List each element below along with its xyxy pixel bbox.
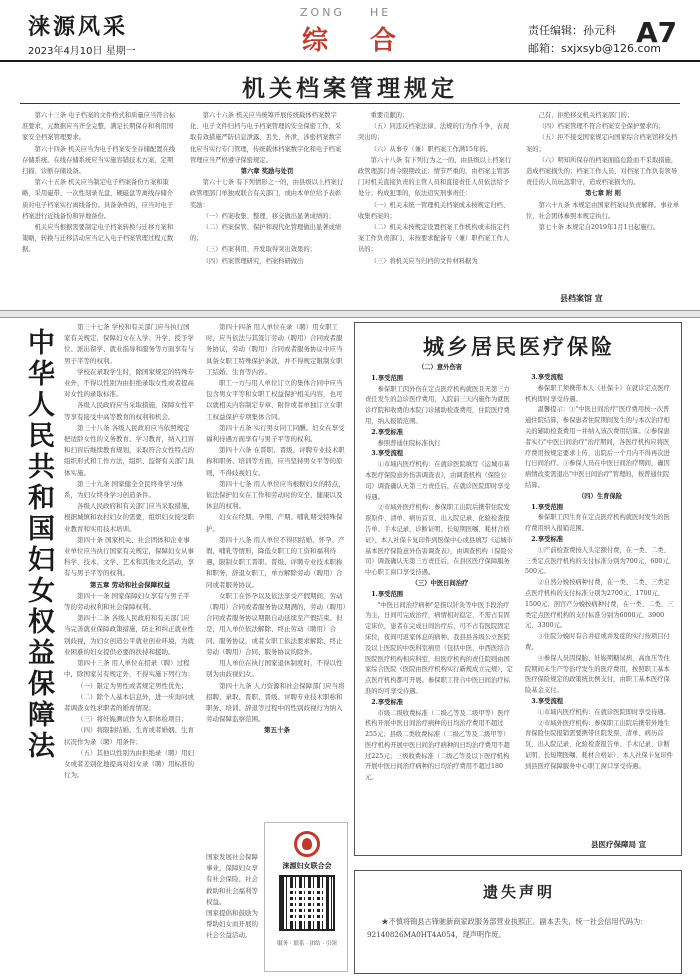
chapter-heading: 第五章 劳动和社会保障权益 — [89, 580, 171, 589]
paragraph: （一）限定为男性或者规定男性优先； — [77, 681, 188, 690]
subsection-heading: 2.享受标准 — [371, 698, 404, 706]
paragraph: 国家提倡和鼓励为帮助妇女而开展的社会公益活动。 — [206, 909, 258, 940]
paragraph: 第四十五条 实行男女同工同酬。妇女在享受福利待遇方面享有与男子平等的权利。 — [206, 423, 345, 444]
section-title-right: 合 — [370, 26, 397, 56]
lost-notice — [354, 870, 682, 974]
paragraph: 第六十四条 机关应当为电子档案安全存储配置在线存储系统。在线存储系统应当实施容错技术方案，定期扫描、诊断存储设备。 — [22, 145, 176, 176]
paragraph: （六）明知所保存的档案面临危险而不采取措施，造成档案损失的；档案工作人员、对档案工作负有领导责任的人员玩忽职守，造成档案损失的。 — [526, 156, 678, 187]
paragraph: 第四十八条 用人单位不得因结婚、怀孕、产假、哺乳等情形，降低女职工的工资和福利待遇，限制女职工晋职、晋级、评聘专业技术职称和职务，辞退女职工，单方解除劳动（聘用）合同或者服务协议。 — [206, 535, 345, 589]
paragraph: ①市域内医疗机构：在就诊医院即时享受待遇。 — [537, 708, 670, 716]
section-pinyin-left: ZONG — [300, 6, 345, 19]
medical-column-2 — [525, 373, 675, 851]
paragraph: 第六十九条 本规定由国家档案局负责解释。事业单位、社会团体参照本规定执行。 — [526, 201, 680, 220]
paragraph: 第六十八条 有下列行为之一的，由县级以上档案行政管理部门责令限期改正；情节严重的，由档案主管部门对机关直接负责的主管人员和直接责任人员依法给予处分；构成犯罪的，依法追究刑事责任： — [358, 156, 512, 198]
paragraph: （三）档案利用、开发取得突出效果的； — [202, 246, 316, 254]
paragraph: 第四十二条 各级人民政府和有关部门应当完善就业保障政策措施，防止和纠正就业性别歧视，为妇女创造公平就业创业环境，为就业困难的妇女提供必要的扶持和援助。 — [64, 614, 194, 656]
paragraph: 第四十三条 用人单位在招录（聘）过程中，除国家另有规定外，不得实施下列行为： — [64, 659, 194, 679]
paragraph: （一）机关未统一管理机关档案或未按规定归档、收集档案的； — [358, 201, 510, 220]
section-separator — [0, 310, 700, 318]
section-heading: （三）中医日间治疗 — [411, 579, 469, 587]
title-divider — [20, 103, 680, 104]
paragraph: 第三十七条 学校和有关部门应当执行国家有关规定，保障妇女在入学、升学、授予学位、派出留学、就业指导和服务等方面享有与男子平等的权利。 — [64, 323, 194, 365]
paragraph: （二）除个人基本信息外，进一步询问或者调查女性求职者的婚育情况； — [64, 692, 194, 712]
editor-name: 责任编辑：孙元科 — [528, 24, 616, 37]
archive-article-title: 机关档案管理规定 — [242, 75, 458, 102]
paragraph: 第七十条 本规定自2019年1月1日起施行。 — [538, 224, 660, 232]
medical-byline: 县医疗保障局 宣 — [591, 840, 647, 849]
paragraph: 第四十六条 在晋职、晋级、评聘专业技术职称和职务、培训等方面，应当坚持男女平等的原则，不得歧视妇女。 — [206, 446, 345, 477]
qr-code-card — [264, 822, 348, 972]
paper-name: 涞源风采 — [28, 14, 129, 40]
paragraph: 国家发展社会保障事业，保障妇女享有社会保险、社会救助和社会福利等权益。 — [206, 853, 258, 906]
subsection-heading: 1.享受范围 — [371, 374, 404, 382]
paragraph: 参保职工因生育在定点医疗机构就医时发生的医疗费用纳入报销范围。 — [525, 514, 670, 533]
archive-column-1 — [22, 110, 176, 300]
paragraph: 温馨提示：①"中医日间治疗"医疗费用按一次普通住院结算，参保患者住院期间发生的与本次治疗相关的辅助检查费用一并纳入该次费用结算。②参保患者实行"中医日间治疗"治疗期间，各医疗机构应将医疗费用按规定要求上传，出院后一个月内不得再次进行日间治疗。③参保人员在中医日间治疗期间，确因病情改变需退出"中医日间治疗"管理的，按普通住院结算。 — [525, 406, 670, 489]
paragraph: ②市域外医疗机构：参保职工出院后携带外地生育保险住院报销需要携带住院发票、清单、病历首页、出入院记录、化验检查报告单、手术记录、诊断证明、长短期医嘱、耗材合格证）、本人社保卡复印件到县医疗保障服务中心职工窗口享受待遇。 — [525, 719, 673, 770]
qr-title: 涞源妇女联合会 — [282, 862, 332, 870]
women-rights-column-2 — [206, 322, 348, 852]
qr-code-icon[interactable] — [279, 875, 335, 931]
paragraph: 参照普通住院标准执行 — [377, 439, 441, 447]
medical-insurance-title: 城乡居民医疗保险 — [423, 334, 615, 359]
paragraph: （三）将妊娠测试作为入职体检项目； — [77, 715, 188, 724]
paragraph: 第四十七条 用人单位应当根据妇女的特点，依法保护妇女在工作和劳动时的安全、健康以及休息的权利。 — [206, 479, 345, 511]
medical-column-1 — [365, 363, 515, 851]
section-heading: （二）意外伤害 — [417, 364, 463, 371]
paragraph: "中医日间治疗病种"是指以针灸等中医手段治疗为主，日间可完成治疗，病情相对稳定、不需占有固定床位，患者在完成日间治疗后，可不占有医院固定床位，夜间可返家休息的病种。我县县各级公立医院及以上医院的中医科室病房（包括中医、中西医结合医院医疗机构相应科室，但医疗机构的责任院则由国家综合医院（医院由医疗机构实行新规成立完规），定点医疗机构都可开展。参保职工符合中医日间治疗标准的均可享受待遇。 — [365, 601, 513, 695]
subsection-heading: 3.享受流程 — [531, 374, 564, 381]
archive-column-2 — [190, 110, 344, 300]
paragraph: ①市域内医疗机构：在就诊医院填写《运城市基本医疗保险意外伤害调查表》，由调查机构（保险公司）调查确认无第三方责任后，在就诊医院即时享受待遇。 — [365, 461, 510, 501]
section-pinyin-right: HE — [370, 6, 392, 19]
women-rights-column-1 — [64, 322, 196, 972]
paragraph: 各级人民政府应当采取措施，保障女性平等享有接受中高等教育的权利和机会。 — [64, 401, 194, 421]
paragraph: （四）将限制结婚、生育或者婚姻、生育状况作为录（聘）用条件； — [64, 726, 194, 746]
subsection-heading: 3.享受流程 — [371, 450, 404, 458]
paragraph: 机关应当根据需要制定电子档案转换与迁移方案和策略，转换与迁移活动应当记入电子档案管理过程元数据。 — [22, 224, 174, 254]
paragraph: 己有，拒绝移交机关档案部门的； — [538, 112, 634, 119]
subsection-heading: 2.享受标准 — [371, 428, 404, 436]
paragraph: ①产前检查费按人头定额付费，在一类、二类、三类定点医疗机构的支付标准分别为700元、600元、500元。 — [525, 546, 675, 576]
subsection-heading: 3.享受流程 — [531, 697, 564, 705]
archive-article-body — [22, 110, 680, 300]
paragraph: 用人单位在执行国家退休制度时，不得以性别为由歧视妇女。 — [206, 659, 343, 679]
paragraph: （五）同违反档案法律、法规的行为作斗争，表现突出的； — [358, 123, 510, 142]
paragraph: （二）档案保管、保护和现代化管理做出显著成绩的； — [190, 224, 342, 243]
page-number: A7 — [636, 16, 678, 49]
paragraph: 第六十五条 机关应当制定电子档案备份方案和策略，采用磁带、一次性刻录光盘、硬磁盘等离线存储介质对电子档案实行离线备份。具备条件的，应当对电子档案进行近线备份和异地备份。 — [22, 179, 174, 220]
paragraph: 第四十一条 国家保障妇女享有与男子平等的劳动权利和社会保障权利。 — [64, 591, 190, 612]
paragraph: 第六十三条 电子档案的文件格式和质量应当符合标准要求，元数据应当齐全完整，满足长期保存和利用国家安全档案管理要求。 — [22, 112, 176, 142]
editor-email: 邮箱：sxjxsyb@126.com — [528, 42, 662, 55]
women-rights-column-3 — [206, 852, 258, 972]
paragraph: 第四十四条 用人单位在录（聘）用女职工时，应当依法与其签订劳动（聘用）合同或者服务协议，劳动（聘用）合同或者服务协议中应当具备女职工特殊保护条款，并不得规定限制女职工结婚、生育等内容。 — [206, 323, 343, 376]
archive-column-3 — [358, 110, 512, 300]
paragraph: （四）档案管理研究，档案科研做出 — [202, 257, 304, 265]
subsection-heading: 1.享受范围 — [371, 590, 404, 598]
paragraph: 参保职工须携带本人《社保卡》在就诊定点医疗机构即时享受待遇。 — [525, 384, 670, 403]
women-rights-article — [20, 322, 348, 972]
paragraph: 市级二级收费标准（二级乙等及二级甲等）医疗机构开展中医日间治疗病种的日均治疗费用不超过255元；县级二类收费标准（二级乙等及二级甲等）医疗机构开展中医日间治疗病种的日均治疗费用不超过225元；三级收费标准（二级乙等及以下医疗机构开展中医日间治疗病种的日均治疗费用不超过180元。 — [365, 709, 510, 782]
paragraph: （六）从事专（兼）职档案工作满15年的。 — [370, 145, 492, 153]
paragraph: 妇女在经期、孕期、产期、哺乳期受特殊保护。 — [206, 513, 343, 533]
paragraph: ③住院分娩时有合并症或并发症的实行按项目付费。 — [525, 633, 670, 651]
paragraph: 第三十九条 国家健全全民终身学习体系，为妇女终身学习创造条件。 — [64, 479, 184, 500]
archive-byline: 县档案馆 宣 — [560, 294, 603, 303]
paragraph: （五）拒不接受国家规定向国家综合档案馆移交档案的； — [526, 134, 678, 153]
subsection-heading: 2.享受标准 — [531, 535, 564, 543]
paragraph: ④参保人员因保胎、妊娠期糖尿病、高血压等住院期间未生产等治疗发生的医疗费用，按照职工基本医疗保险规定的政策统比例支付，由职工基本医疗保险基金支付。 — [525, 654, 670, 695]
archive-column-4 — [526, 110, 680, 300]
qr-footer: 服务 · 联系 · 团结 · 引领 — [277, 941, 337, 947]
paragraph: 第四十九条 人力资源和社会保障部门应当将招聘、录取、晋职、晋级、评聘专业技术职称和职务、培训、辞退等过程中的性别歧视行为纳入劳动保障监察范围。 — [206, 681, 345, 724]
paragraph: 女职工在怀孕以及依法享受产假期间，劳动（聘用）合同或者服务协议期满的，劳动（聘用）合同或者服务协议期限自动延续至产假结束。但是，用人单位依法解除、终止劳动（聘用）合同、服务协议，或者女职工依法要求解除、终止劳动（聘用）合同、服务协议的除外。 — [206, 591, 346, 656]
paragraph: 重要贡献的； — [370, 112, 409, 119]
article-heading: 第五十条 — [264, 726, 290, 735]
womens-federation-logo-icon — [294, 831, 320, 857]
chapter-heading: 第六章 奖励与处罚 — [240, 168, 294, 176]
paragraph: 第三十八条 各级人民政府应当依照规定把适龄女性的义务教育、学习教育，纳入扫盲和扫盲后继续教育规划，采取符合女性特点的组织形式和工作方法，组织、监督有关部门具体实施。 — [64, 423, 194, 477]
masthead — [0, 0, 700, 62]
paragraph: 第四十条 国家机关、社会团体和企业事业单位应当执行国家有关规定，保障妇女从事科学、技术、文学、艺术和其他文化活动，享有与男子平等的权利。 — [64, 535, 194, 578]
paragraph: 学校在录取学生时，除国家规定的特殊专业外，不得以性别为由拒绝录取女性或者提高对女性的录取标准。 — [64, 367, 194, 399]
lost-notice-body: ★不慎将锦县古锋驰新商家政服务部营业执照正、副本丢失，统一社会信用代码为：92140826MA0HT4A054，现声明作废。 — [367, 917, 648, 939]
paragraph: （三）将机关应当归档的文件材料据为 — [370, 257, 478, 265]
paragraph: （二）机关未按规定设置档案工作机构或未指定档案工作负责部门、未按要求配备专（兼）职档案工作人员的； — [358, 224, 510, 254]
paragraph: 职工一方与用人单位订立的集体合同中应当包含男女平等和女职工权益保护相关内容，也可以就相关内容制定专章、附件或者单独订立女职工权益保护专项集体合同。 — [206, 379, 343, 421]
women-rights-title: 中华人民共和国妇女权益保障法 — [23, 328, 54, 762]
paragraph: ②市域外医疗机构：参保职工出院后携带住院发票原件、清单、病历首页、出入院记录、化验检查报告单、手术记录、诊断证明、长短期医嘱、耗材合格证）、本人社保卡复印件到医保中心或县填写《运城市基本医疗保险意外伤害调查表》，由调查机构（保险公司）调查确认无第三方责任后，在县区医疗保障服务中心职工窗口享受待遇。 — [365, 504, 513, 577]
medical-insurance-article — [354, 322, 682, 856]
subsection-heading: 1.享受范围 — [531, 503, 564, 511]
paragraph: 各级人民政府和有关部门应当采取措施，根据城镇和农村妇女的需要，组织妇女接受职业教育和实用技术培训。 — [64, 502, 194, 533]
section-title-left: 综 — [302, 26, 329, 56]
paragraph: ②自然分娩按病种付费，在一类、二类、三类定点医疗机构的支付标准分别为2700元、1700元、1500元；剖宫产分娩按病种付费，在一类、二类、三类定点医疗机构的支付标准分别为6000元、3900元、3300元。 — [525, 579, 674, 630]
issue-date: 2023年4月10日 星期一 — [28, 46, 136, 57]
chapter-heading: 第七章 附 则 — [585, 190, 621, 198]
section-heading: （四）生育保险 — [577, 492, 623, 500]
paragraph: （五）其他以性别为由拒绝录（聘）用妇女或者差别化地提高对妇女录（聘）用标准的行为。 — [64, 748, 194, 780]
paragraph: （一）档案收集、整理、移交做出显著成绩的； — [202, 212, 335, 220]
paragraph: 参保职工因外伤在定点医疗机构就医且无第三方责任发生的急诊医疗费用，入院前三天内施作为就医诊疗院和收费的本院门诊辅助检查费用，住院医疗费用，纳入报销范围。 — [365, 385, 510, 425]
paragraph: 第六十七条 有下列情形之一的，由县级以上档案行政管理部门单独或联合有关部门，或由本单位给予表彰奖励： — [190, 179, 344, 209]
lost-notice-title: 遗失声明 — [482, 883, 555, 901]
paragraph: （四）档案管理不符合档案安全保护要求的； — [538, 123, 665, 131]
paragraph: 第六十六条 机关应当统筹开展传统载体档案数字化、电子文件归档与电子档案管理的安全保密工作，采取有效措施严防信息泄露、丢失、外泄、涉密档案数字化应当实行专门管理，传统载体档案数字化和电子档案管理应当严格遵守保密规定。 — [190, 112, 342, 164]
